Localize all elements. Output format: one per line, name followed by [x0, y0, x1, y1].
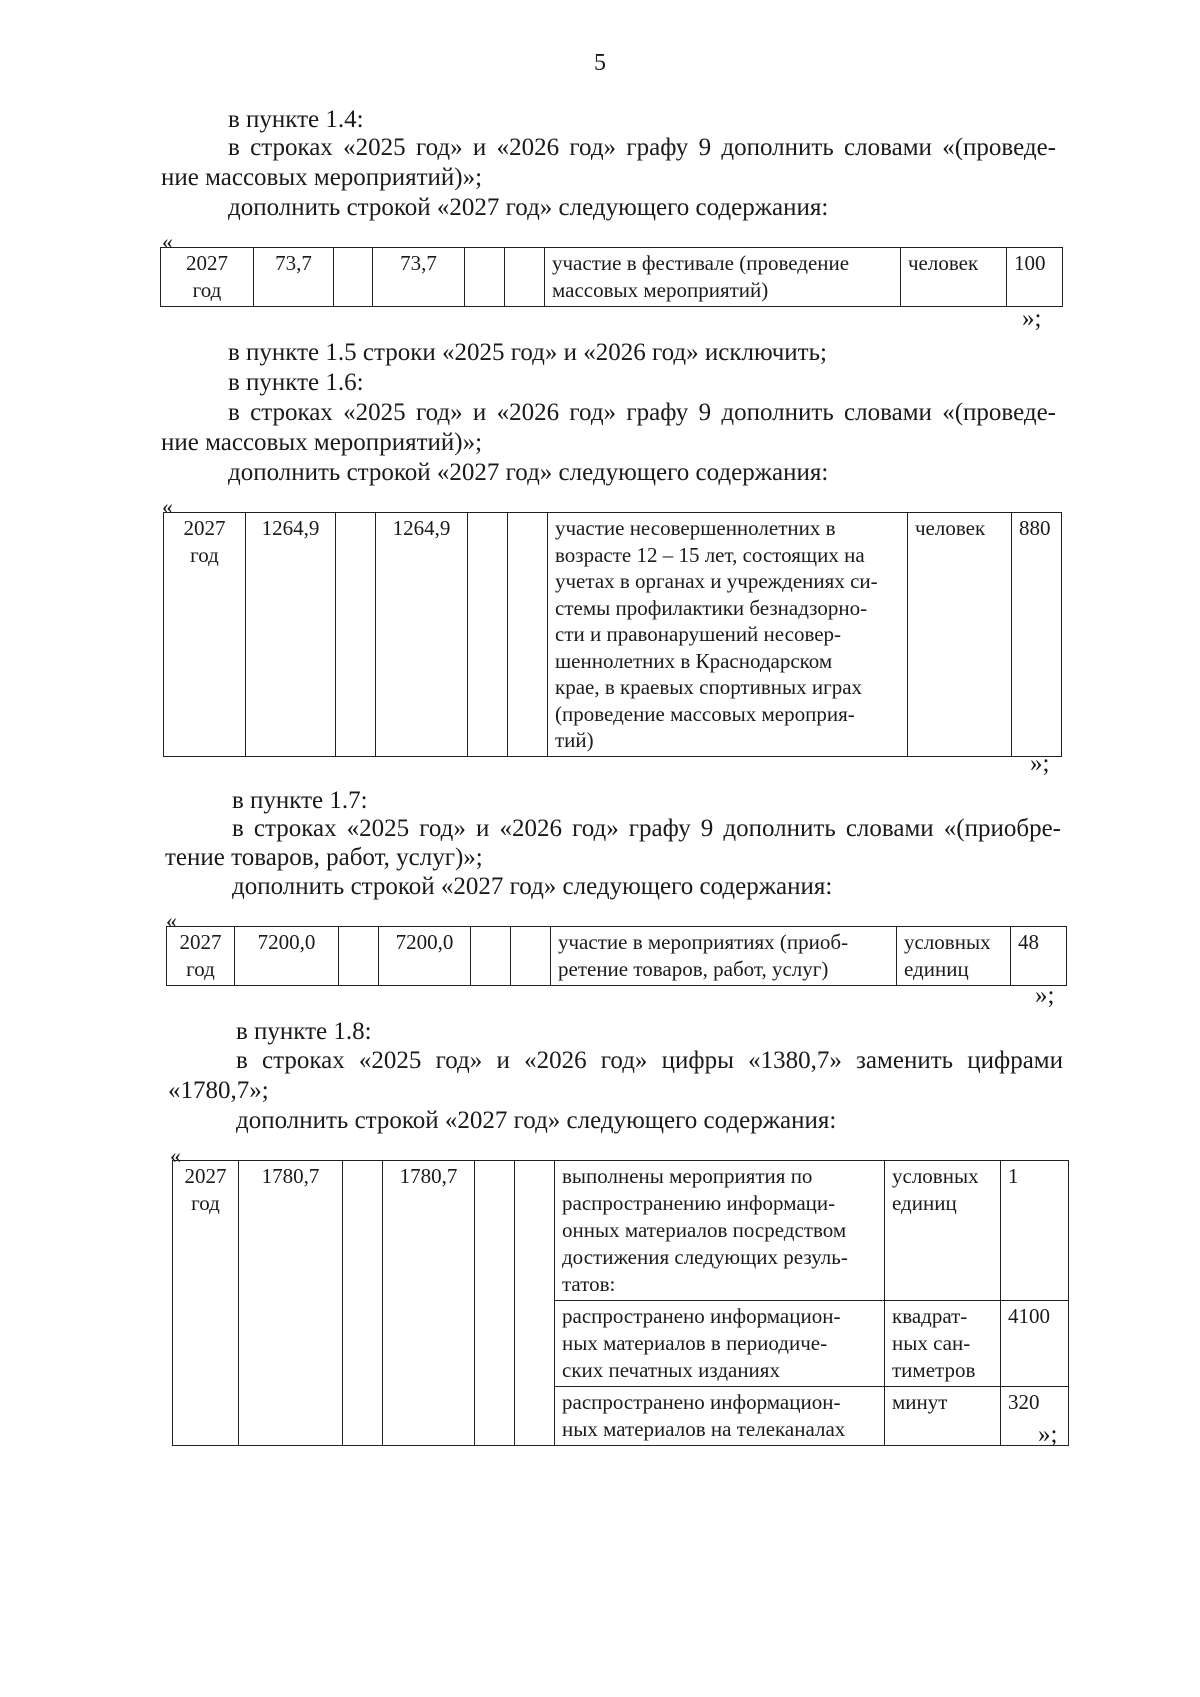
paragraph-line: в пункте 1.6:: [228, 369, 364, 396]
amount-cell: 7200,0: [235, 927, 339, 986]
year-cell: 2027 год: [161, 248, 254, 307]
unit-cell: условных единиц: [885, 1161, 1001, 1301]
paragraph-line: дополнить строкой «2027 год» следующего содержания:: [228, 459, 829, 486]
empty-cell: [468, 513, 508, 757]
paragraph-line: в пункте 1.8:: [236, 1018, 372, 1045]
amount-cell: 7200,0: [379, 927, 471, 986]
value-cell: 48: [1011, 927, 1067, 986]
result-text-cell: распространено информацион- ных материалов на телеканалах: [555, 1387, 885, 1446]
paragraph-line: дополнить строкой «2027 год» следующего содержания:: [228, 194, 829, 221]
empty-cell: [511, 927, 551, 986]
value-cell: 100: [1007, 248, 1063, 307]
year-cell: 2027 год: [164, 513, 246, 757]
open-quote: «: [166, 908, 177, 933]
amount-cell: 73,7: [373, 248, 465, 307]
insert-table: [172, 1160, 1069, 1446]
year-cell: 2027 год: [167, 927, 235, 986]
result-text-cell: распространено информацион- ных материалов в периодиче- ских печатных изданиях: [555, 1301, 885, 1387]
close-quote: »;: [1022, 305, 1042, 332]
paragraph-line: в пункте 1.4:: [228, 106, 364, 133]
empty-cell: [336, 513, 376, 757]
paragraph-line: дополнить строкой «2027 год» следующего содержания:: [236, 1107, 837, 1134]
year-cell: 2027 год: [173, 1161, 239, 1446]
value-cell: 1: [1001, 1161, 1069, 1301]
empty-cell: [475, 1161, 515, 1446]
insert-table: [166, 926, 1067, 986]
result-text-cell: выполнены мероприятия по распространению информаци- онных материалов посредством достижения следующих резуль- татов:: [555, 1161, 885, 1301]
amount-cell: 1780,7: [383, 1161, 475, 1446]
amount-cell: 1780,7: [239, 1161, 343, 1446]
paragraph-line: в пункте 1.7:: [232, 787, 368, 814]
paragraph-line: ние массовых мероприятий)»;: [161, 429, 483, 456]
empty-cell: [471, 927, 511, 986]
value-cell: 4100: [1001, 1301, 1069, 1387]
paragraph-line: в строках «2025 год» и «2026 год» графу 9 дополнить словами «(проведе-: [228, 134, 1056, 161]
result-text-cell: участие в мероприятиях (приоб- ретение товаров, работ, услуг): [551, 927, 897, 986]
empty-cell: [334, 248, 373, 307]
empty-cell: [343, 1161, 383, 1446]
paragraph-line: в строках «2025 год» и «2026 год» графу 9 дополнить словами «(проведе-: [228, 399, 1056, 426]
result-text-cell: участие в фестивале (проведение массовых мероприятий): [545, 248, 901, 307]
empty-cell: [505, 248, 545, 307]
paragraph-line: в строках «2025 год» и «2026 год» цифры «1380,7» заменить цифрами: [236, 1047, 1063, 1074]
open-quote: «: [162, 229, 173, 254]
empty-cell: [339, 927, 379, 986]
paragraph-line: дополнить строкой «2027 год» следующего содержания:: [232, 873, 833, 900]
amount-cell: 1264,9: [376, 513, 468, 757]
unit-cell: условных единиц: [897, 927, 1011, 986]
unit-cell: человек: [908, 513, 1012, 757]
unit-cell: квадрат- ных сан- тиметров: [885, 1301, 1001, 1387]
paragraph-line: в пункте 1.5 строки «2025 год» и «2026 год» исключить;: [228, 339, 827, 366]
paragraph-line: ние массовых мероприятий)»;: [161, 164, 483, 191]
amount-cell: 1264,9: [246, 513, 336, 757]
empty-cell: [515, 1161, 555, 1446]
paragraph-line: тение товаров, работ, услуг)»;: [165, 844, 483, 871]
paragraph-line: «1780,7»;: [168, 1077, 269, 1104]
page-number: 5: [594, 50, 606, 76]
value-cell: 880: [1012, 513, 1062, 757]
paragraph-line: в строках «2025 год» и «2026 год» графу 9 дополнить словами «(приобре-: [232, 815, 1061, 842]
close-quote: »;: [1038, 1421, 1058, 1448]
empty-cell: [508, 513, 548, 757]
open-quote: «: [162, 494, 173, 519]
insert-table: [160, 247, 1063, 307]
insert-table: [163, 512, 1062, 757]
unit-cell: минут: [885, 1387, 1001, 1446]
close-quote: »;: [1035, 982, 1055, 1009]
close-quote: »;: [1030, 750, 1050, 777]
amount-cell: 73,7: [254, 248, 334, 307]
result-text-cell: участие несовершеннолетних в возрасте 12 – 15 лет, состоящих на учетах в органах и учреждениях си- стемы профилактики безнадзорно- сти и правонарушений несовер- шеннолетних в Краснодарском крае, в краевых спортивных играх (проведение массовых мероприя- тий): [548, 513, 908, 757]
value-cell: 320: [1001, 1387, 1069, 1446]
empty-cell: [465, 248, 505, 307]
open-quote: «: [170, 1143, 181, 1168]
unit-cell: человек: [901, 248, 1007, 307]
